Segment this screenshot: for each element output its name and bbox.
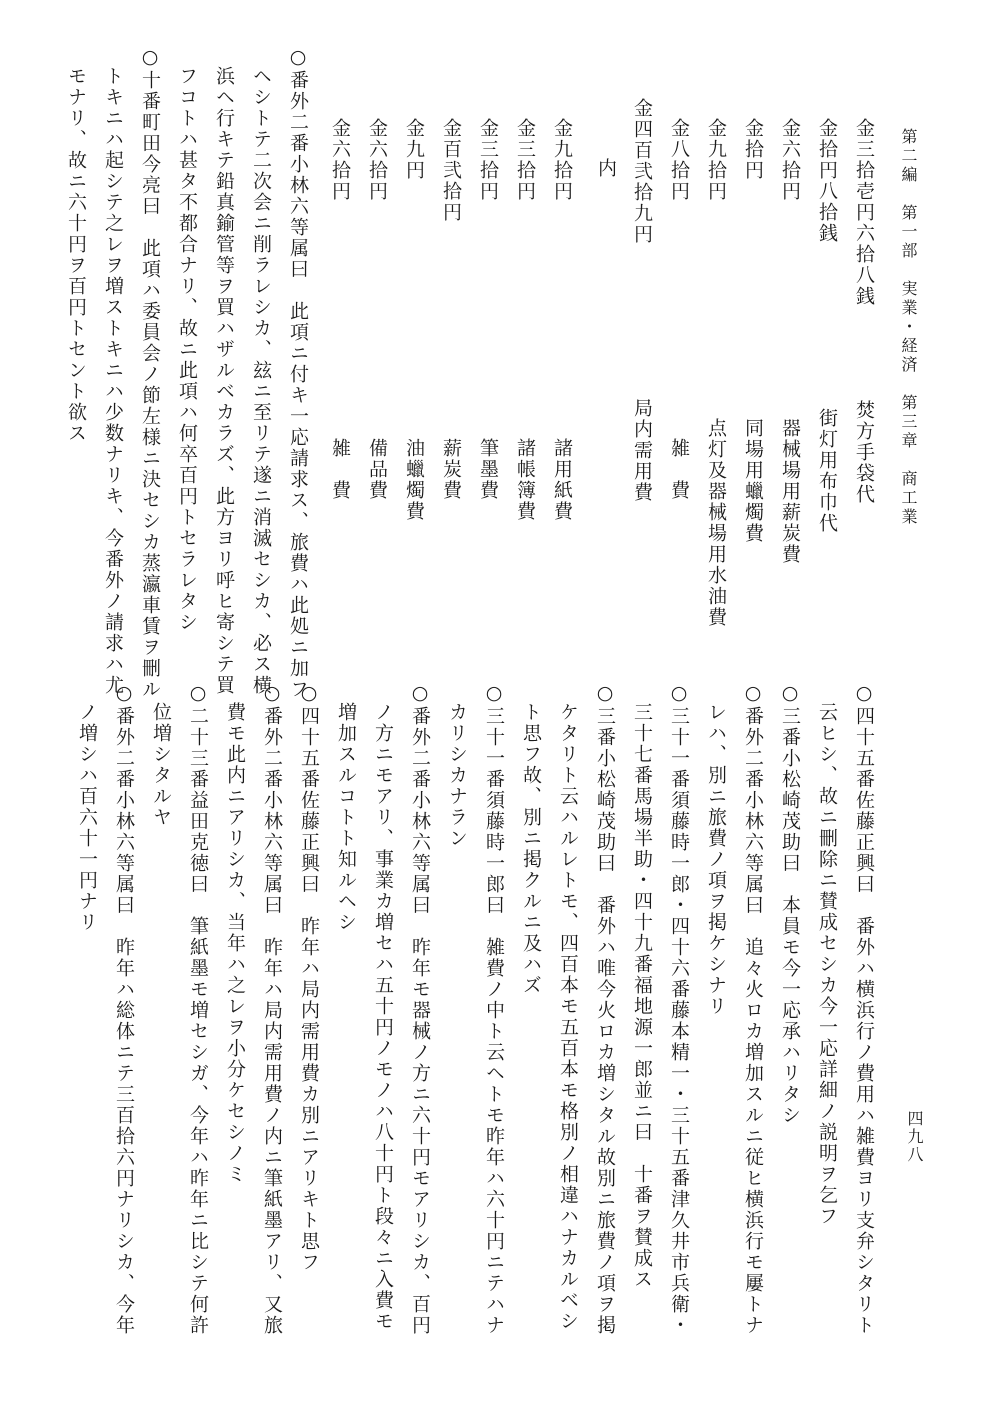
speech-line: ヘシトテ二次会ニ削ラレシカ、玆ニ至リテ遂ニ消滅セシカ、必ス横	[250, 66, 272, 696]
speech-line: ○番外二番小林六等属曰 昨年ハ局内需用費ノ内ニ筆紙墨アリ、又旅	[261, 682, 283, 1336]
speech-line: ○四十五番佐藤正興曰 昨年ハ局内需用費カ別ニアリキト思フ	[298, 682, 320, 1273]
speech-line: ○三十一番須藤時一郎曰 雑費ノ中ト云ヘトモ昨年ハ六十円ニテハナ	[483, 682, 505, 1336]
speech-line: ○番外二番小林六等属曰 昨年ハ総体ニテ三百拾六円ナリシカ、今年	[113, 682, 135, 1336]
item-label: 諸用紙費	[551, 438, 573, 522]
speech-line: 費モ此内ニアリシカ、当年ハ之レヲ小分ケセシノミ	[224, 702, 246, 1185]
speech-line: ○番外二番小林六等属曰 此項ニ付キ一応請求ス、旅費ハ此処ニ加フ	[287, 46, 309, 700]
speech-line: トキニハ起シテ之レヲ増ストキニハ少数ナリキ、今番外ノ請求ハ尤	[102, 66, 124, 696]
amount-line: 金九拾円	[705, 118, 727, 202]
amount-line: 金八拾円	[668, 118, 690, 202]
item-label: 雑 費	[329, 438, 351, 501]
item-label: 焚方手袋代	[853, 400, 875, 505]
speech-line: 云ヒシ、故ニ刪除ニ賛成セシカ今一応詳細ノ説明ヲ乞フ	[816, 702, 838, 1227]
item-label: 油蠟燭費	[403, 438, 425, 522]
speech-line: 浜ヘ行キテ鉛真鍮管等ヲ買ハザルベカラズ、此方ヨリ呼ヒ寄シテ買	[213, 66, 235, 696]
speech-line: ○三十一番須藤時一郎・四十六番藤本精一・三十五番津久井市兵衛・	[668, 682, 690, 1336]
amount-line: 金三拾壱円六拾八銭	[853, 118, 875, 307]
speech-line: 三十七番馬場半助・四十九番福地源一郎並ニ曰 十番ヲ賛成ス	[631, 702, 653, 1290]
item-label: 備品費	[366, 438, 388, 501]
item-label: 器械場用薪炭費	[779, 418, 801, 565]
item-label: 点灯及器械場用水油費	[705, 418, 727, 628]
speech-line: レハ、別ニ旅費ノ項ヲ掲ケシナリ	[705, 702, 727, 1017]
item-label: 筆墨費	[477, 438, 499, 501]
item-label: 局内需用費	[631, 398, 653, 503]
speech-line: ト思フ故、別ニ掲クルニ及ハズ	[520, 702, 542, 996]
item-label: 街灯用布巾代	[816, 408, 838, 534]
speech-line: ノ増シハ百六十一円ナリ	[76, 702, 98, 933]
amount-line: 金百弐拾円	[440, 118, 462, 223]
breakdown-label: 内	[595, 158, 617, 179]
amount-line: 金六拾円	[779, 118, 801, 202]
amount-line: 金三拾円	[514, 118, 536, 202]
speech-line: ケタリト云ハルレトモ、四百本モ五百本モ格別ノ相違ハナカルベシ	[557, 702, 579, 1332]
amount-line: 金九円	[403, 118, 425, 181]
amount-line: 金拾円	[742, 118, 764, 181]
amount-line: 金三拾円	[477, 118, 499, 202]
speech-line: 位増シタルヤ	[150, 702, 172, 828]
speech-line: ノ方ニモアリ、事業カ増セハ五十円ノモノハ八十円ト段々ニ入費モ	[372, 702, 394, 1332]
speech-line: ○二十三番益田克徳曰 筆紙墨モ増セシガ、今年ハ昨年ニ比シテ何許	[187, 682, 209, 1336]
item-label: 薪炭費	[440, 438, 462, 501]
speech-line: ○番外二番小林六等属曰 追々火ロカ増加スルニ従ヒ横浜行モ屢トナ	[742, 682, 764, 1336]
amount-line: 金四百弐拾九円	[631, 98, 653, 245]
speech-line: モナリ、故ニ六十円ヲ百円トセント欲ス	[65, 66, 87, 444]
page-number: 四九八	[905, 1110, 924, 1164]
amount-line: 金六拾円	[329, 118, 351, 202]
speech-line: ○十番町田今亮曰 此項ハ委員会ノ節左様ニ決セシカ蒸瀛車賃ヲ刪ル	[139, 46, 161, 700]
amount-line: 金拾円八拾銭	[816, 118, 838, 244]
speech-line: カリシカナラン	[446, 702, 468, 849]
speech-line: 増加スルコトト知ルヘシ	[335, 702, 357, 933]
speech-line: ○番外二番小林六等属曰 昨年モ器械ノ方ニ六十円モアリシカ、百円	[409, 682, 431, 1336]
item-label: 諸帳簿費	[514, 438, 536, 522]
item-label: 同場用蠟燭費	[742, 418, 764, 544]
speech-line: ○三番小松崎茂助曰 本員モ今一応承ハリタシ	[779, 682, 801, 1126]
speech-line: フコトハ甚タ不都合ナリ、故ニ此項ハ何卒百円トセラレタシ	[176, 66, 198, 633]
amount-line: 金六拾円	[366, 118, 388, 202]
speech-line: ○三番小松崎茂助曰 番外ハ唯今火ロカ増シタル故別ニ旅費ノ項ヲ掲	[594, 682, 616, 1336]
amount-line: 金九拾円	[551, 118, 573, 202]
running-title: 第二編 第一部 実業・経済 第三章 商工業	[899, 128, 918, 527]
speech-line: ○四十五番佐藤正興曰 番外ハ横浜行ノ費用ハ雑費ヨリ支弁シタリト	[853, 682, 875, 1336]
item-label: 雑 費	[668, 438, 690, 501]
